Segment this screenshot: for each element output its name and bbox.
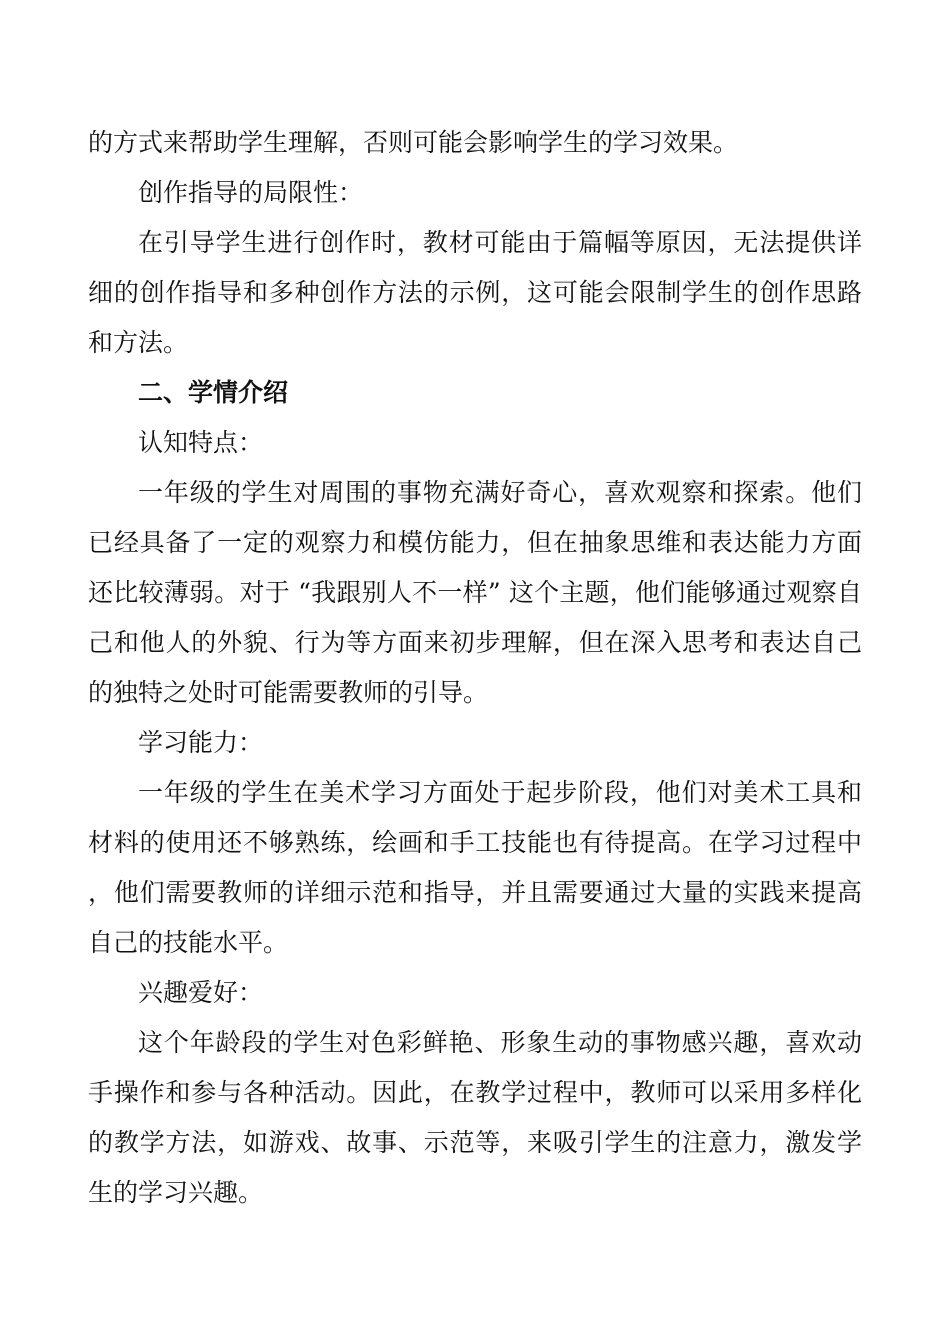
document-page <box>88 118 862 1218</box>
ability-label: 学习能力： <box>138 728 264 757</box>
cognitive-paragraph: 一年级的学生对周围的事物充满好奇心，喜欢观察和探索。他们已经具备了一定的观察力和模仿能力，但在抽象思维和表达能力方面还比较薄弱。对于 “我跟别人不一样” 这个主题，他们能够通过观察自己和他人的外貌、行为等方面来初步理解，但在深入思考和表达自己的独特之处时可能需要教师的引导。 <box>88 478 862 707</box>
creation-limit-paragraph: 在引导学生进行创作时，教材可能由于篇幅等原因，无法提供详细的创作指导和多种创作方法的示例，这可能会限制学生的创作思路和方法。 <box>88 228 862 357</box>
continuation-paragraph: 的方式来帮助学生理解，否则可能会影响学生的学习效果。 <box>88 128 739 157</box>
ability-paragraph: 一年级的学生在美术学习方面处于起步阶段，他们对美术工具和材料的使用还不够熟练，绘画和手工技能也有待提高。在学习过程中，他们需要教师的详细示范和指导，并且需要通过大量的实践来提高自己的技能水平。 <box>88 778 862 957</box>
section-heading: 二、学情介绍 <box>138 378 289 407</box>
cognitive-label: 认知特点： <box>138 428 264 457</box>
interest-label: 兴趣爱好： <box>138 978 264 1007</box>
creation-limit-label: 创作指导的局限性： <box>138 178 364 207</box>
interest-paragraph: 这个年龄段的学生对色彩鲜艳、形象生动的事物感兴趣，喜欢动手操作和参与各种活动。因此，在教学过程中，教师可以采用多样化的教学方法，如游戏、故事、示范等，来吸引学生的注意力，激发学生的学习兴趣。 <box>88 1028 862 1207</box>
